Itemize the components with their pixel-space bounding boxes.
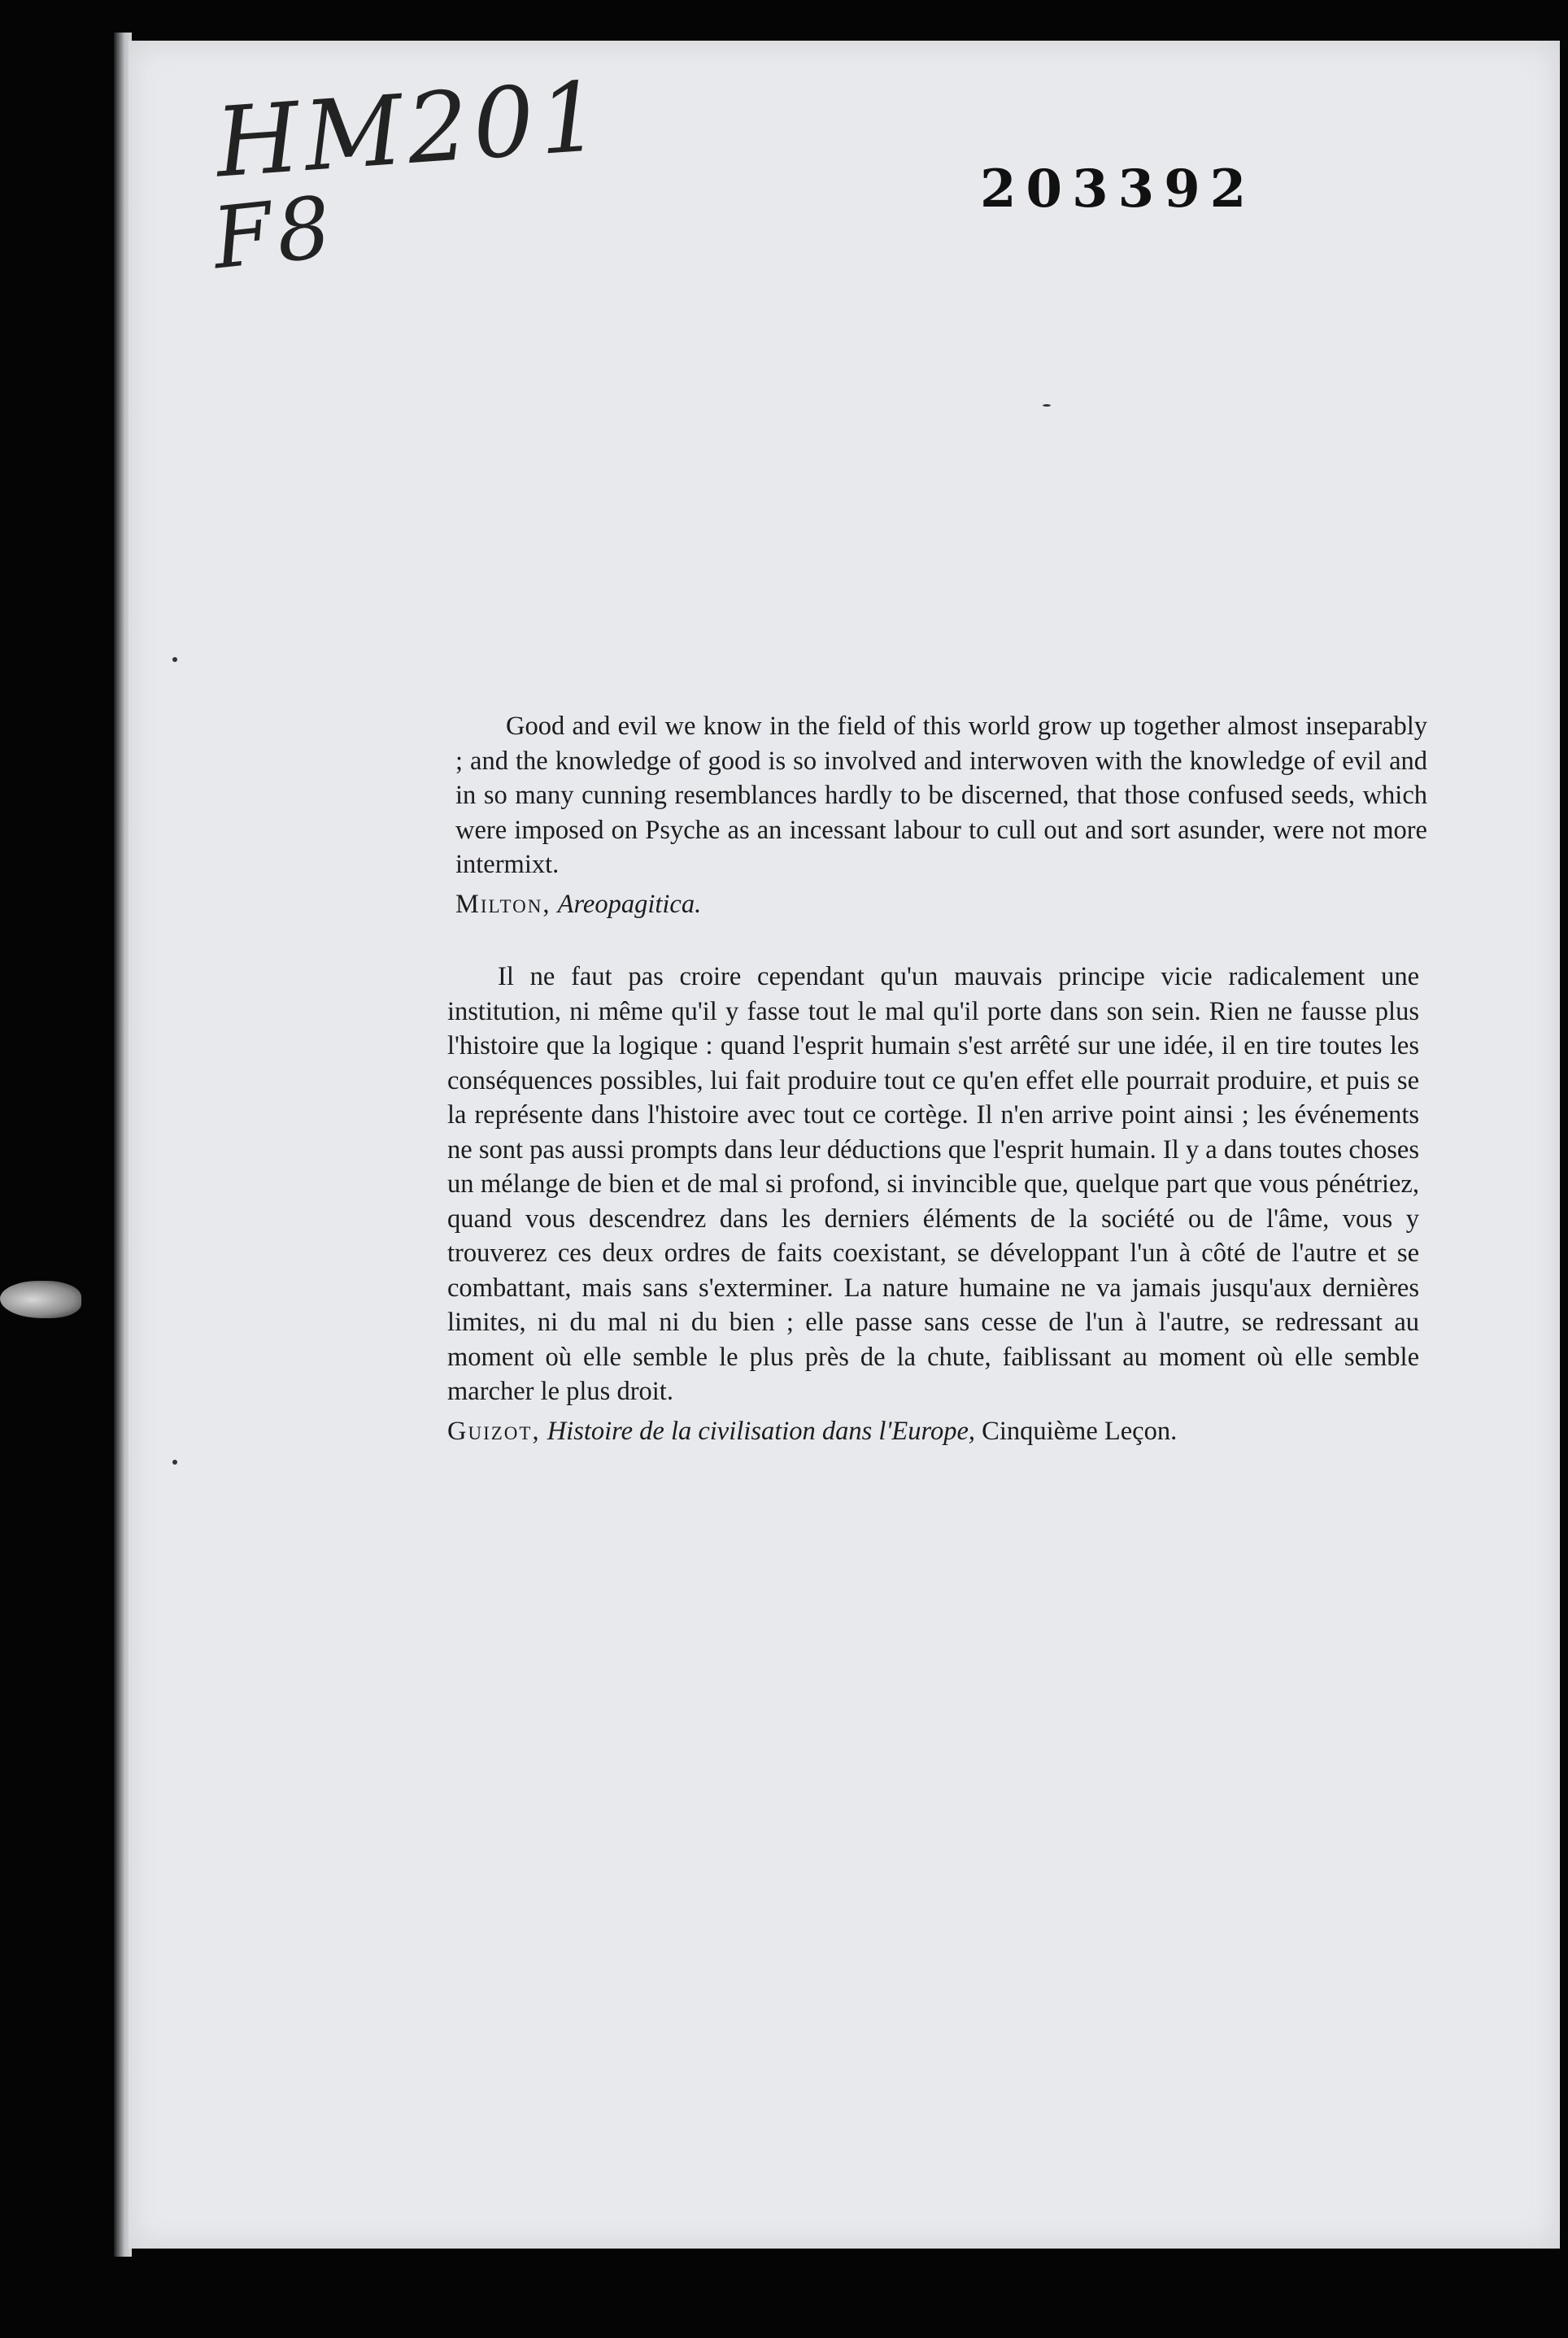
epigraph-milton [455, 709, 1427, 921]
epigraph-text: Good and evil we know in the field of this world grow up together almost inseparably ; and the knowledge of good is so involved and interwoven with the knowledge of evil and in so many cunning resemblances hardly to be discerned, that those confused seeds, which were imposed on Psyche as an incessant labour to cull out and sort asunder, were not more intermixt. [455, 712, 1427, 879]
epigraph-text: Il ne faut pas croire cependant qu'un mauvais principe vicie radicalement une institution, ni même qu'il y fasse tout le mal qu'il porte dans son sein. Rien ne fausse plus l'histoire que la logique : quand l'esprit humain s'est arrêté sur une idée, il en tire toutes les conséquences possibles, lui fait produire tout ce qu'en effet elle pourrait produire, et puis se la représente dans l'histoire avec tout ce cortège. Il n'en arrive point ainsi ; les événements ne sont pas aussi prompts dans leur déductions que l'esprit humain. Il y a dans toutes choses un mélange de bien et de mal si profond, si invincible que, quelque part que vous pénétriez, quand vous descendrez dans les derniers éléments de la société ou de l'âme, vous y trouverez ces deux ordres de faits coexistant, se développant l'un à côté de l'autre et se combattant, mais sans s'exterminer. La nature humaine ne va jamais jusqu'aux dernières limites, ni du mal ni du bien ; elle passe sans cesse de l'un à l'autre, se redressant au moment où elle semble le plus près de la chute, faiblissant au moment où elle semble marcher le plus droit. [447, 962, 1419, 1406]
scan-speck [172, 1460, 177, 1465]
epigraph-attribution [455, 887, 1427, 922]
epigraph-attribution [447, 1414, 1419, 1449]
binding-blot [0, 1281, 81, 1318]
attribution-author: Milton, [455, 889, 551, 919]
scan-speck [1043, 404, 1051, 407]
attribution-lesson: Cinquième Leçon. [982, 1416, 1178, 1446]
attribution-work: Areopagitica. [557, 889, 702, 919]
attribution-author: Guizot, [447, 1416, 541, 1446]
accession-number: 203392 [980, 159, 1257, 220]
scan-speck [172, 657, 177, 662]
manuscript-call-number-line1: HM201 [211, 59, 609, 199]
manuscript-call-number-line2: F8 [208, 176, 341, 289]
attribution-work: Histoire de la civilisation dans l'Europe, [547, 1416, 976, 1446]
epigraph-guizot [447, 960, 1419, 1448]
